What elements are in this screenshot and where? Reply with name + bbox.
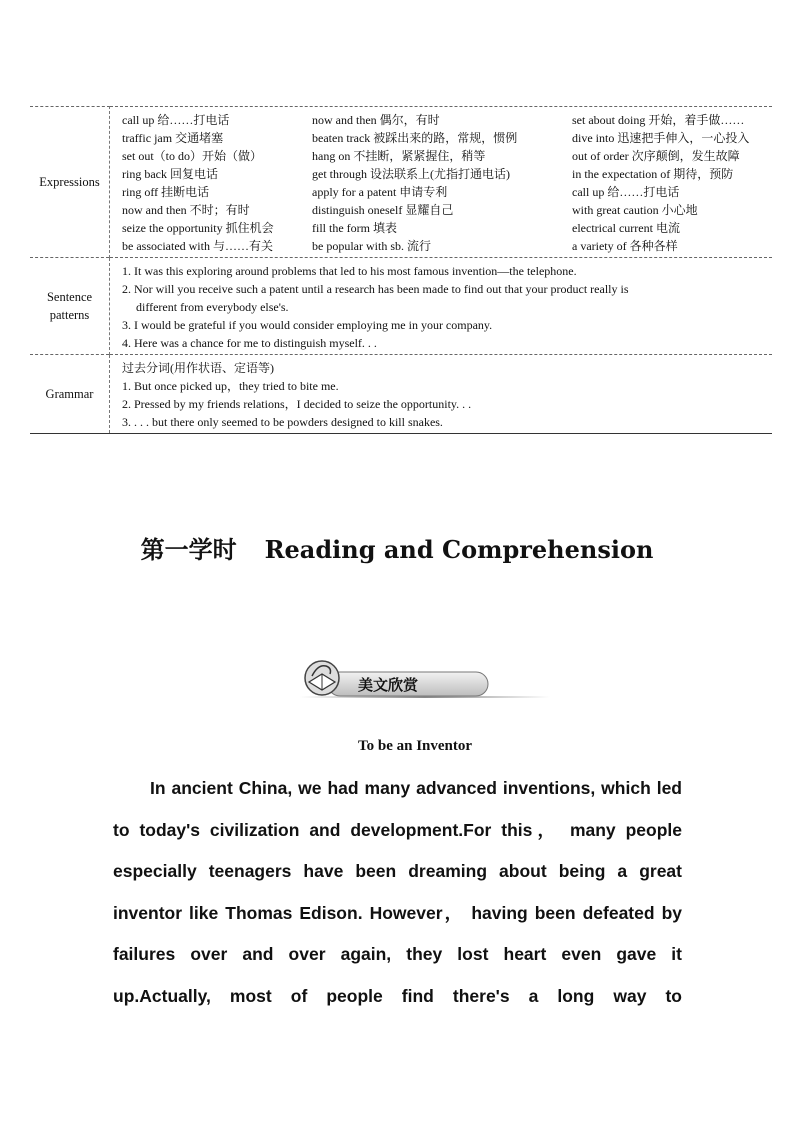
sentence-patterns-cell [110, 258, 773, 355]
expression-item: a variety of 各种各样 [572, 239, 678, 253]
sentence-item: 3. I would be grateful if you would consider employing me in your company. [122, 318, 493, 332]
expression-item: set out（to do）开始（做） [122, 149, 262, 163]
expressions-label: Expressions [30, 107, 110, 258]
sentence-item: 2. Nor will you receive such a patent until a research has been made to find out that your product really is [122, 282, 629, 296]
expression-item: now and then 不时；有时 [122, 203, 250, 217]
grammar-item: 1. But once picked up，they tried to bite me. [122, 379, 339, 393]
expression-item: electrical current 电流 [572, 221, 680, 235]
expressions-grid [122, 107, 772, 257]
expression-item: dive into 迅速把手伸入，一心投入 [572, 131, 750, 145]
grammar-item: 2. Pressed by my friends relations，I decided to seize the opportunity. . . [122, 397, 472, 411]
expressions-cell [110, 107, 773, 258]
grammar-cell [110, 355, 773, 434]
expression-item: out of order 次序颠倒，发生故障 [572, 149, 740, 163]
expression-item: beaten track 被踩出来的路，常规，惯例 [312, 131, 518, 145]
expression-item: seize the opportunity 抓住机会 [122, 221, 274, 235]
article-body [113, 768, 682, 1017]
article-title: To be an Inventor [357, 738, 473, 754]
expression-item: hang on 不挂断，紧紧握住，稍等 [312, 149, 486, 163]
book-icon [305, 661, 339, 695]
expression-item: distinguish oneself 显耀自己 [312, 203, 454, 217]
banner-label: 美文欣赏 [358, 676, 419, 694]
expression-item: call up 给……打电话 [572, 185, 680, 199]
expression-item: get through 设法联系上(尤指打通电话) [312, 167, 510, 181]
sentence-item: 4. Here was a chance for me to distinguish myself. . . [122, 336, 377, 350]
lesson-heading-en: Reading and Comprehension [264, 535, 654, 564]
grammar-item: 3. . . . but there only seemed to be powders designed to kill snakes. [122, 415, 443, 429]
expression-item: now and then 偶尔，有时 [312, 113, 440, 127]
summary-table [30, 106, 772, 434]
sentence-patterns-label [30, 258, 110, 355]
expression-item: call up 给……打电话 [122, 113, 230, 127]
expression-item: traffic jam 交通堵塞 [122, 131, 224, 145]
expression-item: ring back 回复电话 [122, 167, 218, 181]
section-banner [300, 652, 550, 704]
sentence-item: 1. It was this exploring around problems that led to his most famous invention—the telephone. [122, 264, 577, 278]
sentence-label-line1: Sentence [46, 290, 93, 304]
article-paragraph: In ancient China, we had many advanced inventions, which led to today's civilization and development.For this， many people especially teenagers have been dreaming about being a great inventor like Thomas Edison. However， having been defeated by failures over and over again, they lost heart even gave it up.Actually, most of people find there's a long way to [113, 778, 682, 1006]
expression-item: be associated with 与……有关 [122, 239, 273, 253]
sentence-item-continued: different from everybody else's. [136, 300, 289, 314]
expression-item: be popular with sb. 流行 [312, 239, 431, 253]
grammar-label: Grammar [30, 355, 110, 434]
expression-item: set about doing 开始，着手做…… [572, 113, 745, 127]
expression-item: fill the form 填表 [312, 221, 397, 235]
lesson-heading-cn: 第一学时 [140, 535, 237, 564]
sentence-label-line2: patterns [49, 308, 90, 322]
expression-item: apply for a patent 申请专利 [312, 185, 448, 199]
expression-item: in the expectation of 期待，预防 [572, 167, 734, 181]
lesson-heading [0, 530, 794, 565]
expression-item: ring off 挂断电话 [122, 185, 210, 199]
grammar-heading: 过去分词(用作状语、定语等) [122, 361, 274, 375]
expression-item: with great caution 小心地 [572, 203, 698, 217]
